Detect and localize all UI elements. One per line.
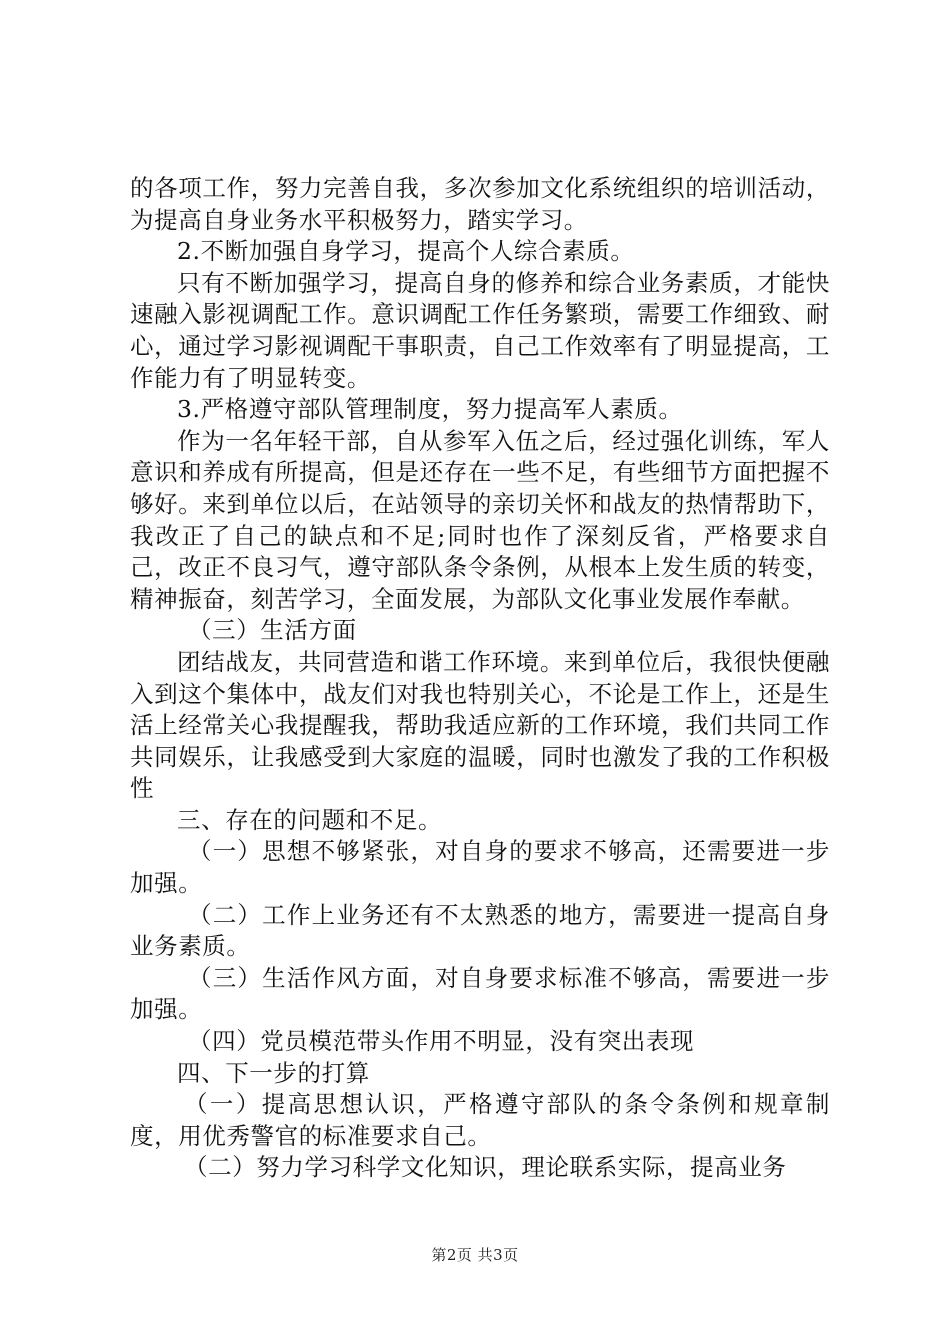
section-heading-plans: 四、下一步的打算 — [177, 1058, 370, 1087]
problem-item-2: （二）工作上业务还有不太熟悉的地方，需要进一提高自身业务素质。 — [130, 900, 830, 961]
body-paragraph: 只有不断加强学习，提高自身的修养和综合业务素质，才能快速融入影视调配工作。意识调配工作任务繁琐，需要工作细致、耐心，通过学习影视调配干事职责，自己工作效率有了明显提高，工作能力有了明显转变。 — [130, 268, 830, 392]
plan-item-2: （二）努力学习科学文化知识，理论联系实际，提高业务 — [184, 1153, 787, 1182]
section-heading-2: 2.不断加强自身学习，提高个人综合素质。 — [177, 237, 635, 266]
subsection-heading-life: （三）生活方面 — [188, 616, 357, 645]
body-paragraph: 团结战友，共同营造和谐工作环境。来到单位后，我很快便融入到这个集体中，战友们对我也特别关心，不论是工作上，还是生活上经常关心我提醒我，帮助我适应新的工作环境，我们共同工作共同娱乐，让我感受到大家庭的温暖，同时也激发了我的工作积极性 — [130, 647, 830, 803]
problem-item-3: （三）生活作风方面，对自身要求标准不够高，需要进一步加强。 — [130, 963, 830, 1024]
problem-item-1: （一）思想不够紧张，对自身的要求不够高，还需要进一步加强。 — [130, 837, 830, 898]
page-number-footer: 第2页 共3页 — [431, 1246, 519, 1264]
body-paragraph: 作为一名年轻干部，自从参军入伍之后，经过强化训练，军人意识和养成有所提高，但是还存在一些不足，有些细节方面把握不够好。来到单位以后，在站领导的亲切关怀和战友的热情帮助下，我改正了自己的缺点和不足;同时也作了深刻反省，严格要求自己，改正不良习气，遵守部队条令条例，从根本上发生质的转变，精神振奋，刻苦学习，全面发展，为部队文化事业发展作奉献。 — [130, 426, 830, 613]
plan-item-1: （一）提高思想认识，严格遵守部队的条令条例和规章制度，用优秀警官的标准要求自己。 — [130, 1090, 830, 1150]
paragraph-continuation: 的各项工作，努力完善自我，多次参加文化系统组织的培训活动，为提高自身业务水平积极努力，踏实学习。 — [130, 174, 830, 234]
section-heading-problems: 三、存在的问题和不足。 — [177, 805, 443, 834]
document-body — [130, 173, 830, 1184]
section-heading-3: 3.严格遵守部队管理制度，努力提高军人素质。 — [177, 395, 683, 424]
problem-item-4: （四）党员模范带头作用不明显，没有突出表现 — [188, 1027, 695, 1056]
